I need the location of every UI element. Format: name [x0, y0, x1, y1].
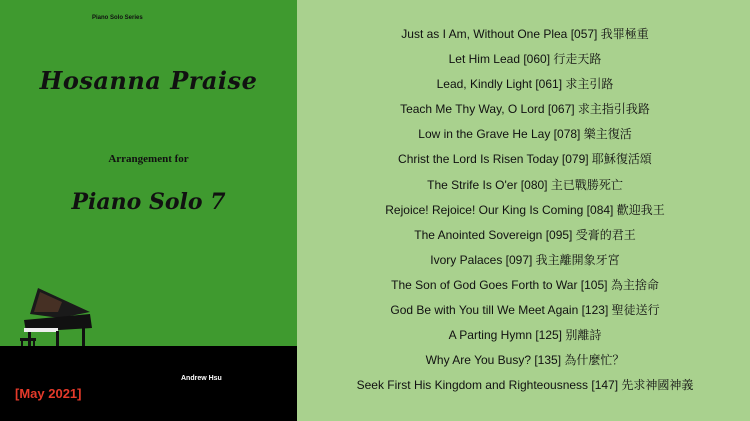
arrangement-label: Arrangement for	[108, 153, 189, 165]
cover-footer	[0, 346, 297, 421]
list-item: Seek First His Kingdom and Righteousness [147] 先求神國神義	[356, 378, 694, 393]
list-item: The Anointed Sovereign [095] 受膏的君王	[414, 227, 636, 242]
album-cover	[0, 0, 297, 421]
list-item: A Parting Hymn [125] 别離詩	[448, 328, 602, 343]
list-item: Rejoice! Rejoice! Our King Is Coming [084] 歡迎我王	[385, 202, 665, 217]
list-item: Ivory Palaces [097] 我主離開象牙宮	[430, 252, 620, 267]
song-list	[300, 22, 750, 398]
list-item: The Strife Is O'er [080] 主已戰勝死亡	[427, 177, 623, 192]
grand-piano-icon	[20, 284, 94, 354]
list-item: Christ the Lord Is Risen Today [079] 耶穌復活頌	[398, 152, 652, 167]
list-item: Teach Me Thy Way, O Lord [067] 求主指引我路	[400, 102, 650, 117]
cover-title: Hosanna Praise	[39, 66, 258, 95]
list-item: Let Him Lead [060] 行走天路	[448, 52, 602, 67]
release-date: [May 2021]	[15, 386, 82, 401]
list-item: Why Are You Busy? [135] 為什麼忙？	[425, 353, 625, 368]
author-name: Andrew Hsu	[181, 375, 222, 382]
cover-subtitle: Piano Solo 7	[71, 189, 226, 215]
series-label: Piano Solo Series	[92, 15, 143, 21]
list-item: Low in the Grave He Lay [078] 樂主復活	[418, 127, 632, 142]
list-item: Lead, Kindly Light [061] 求主引路	[436, 77, 614, 92]
list-item: The Son of God Goes Forth to War [105] 為主捨命	[391, 277, 659, 292]
list-item: God Be with You till We Meet Again [123] 聖徒送行	[390, 303, 660, 318]
list-item: Just as I Am, Without One Plea [057] 我罪極重	[401, 27, 649, 41]
